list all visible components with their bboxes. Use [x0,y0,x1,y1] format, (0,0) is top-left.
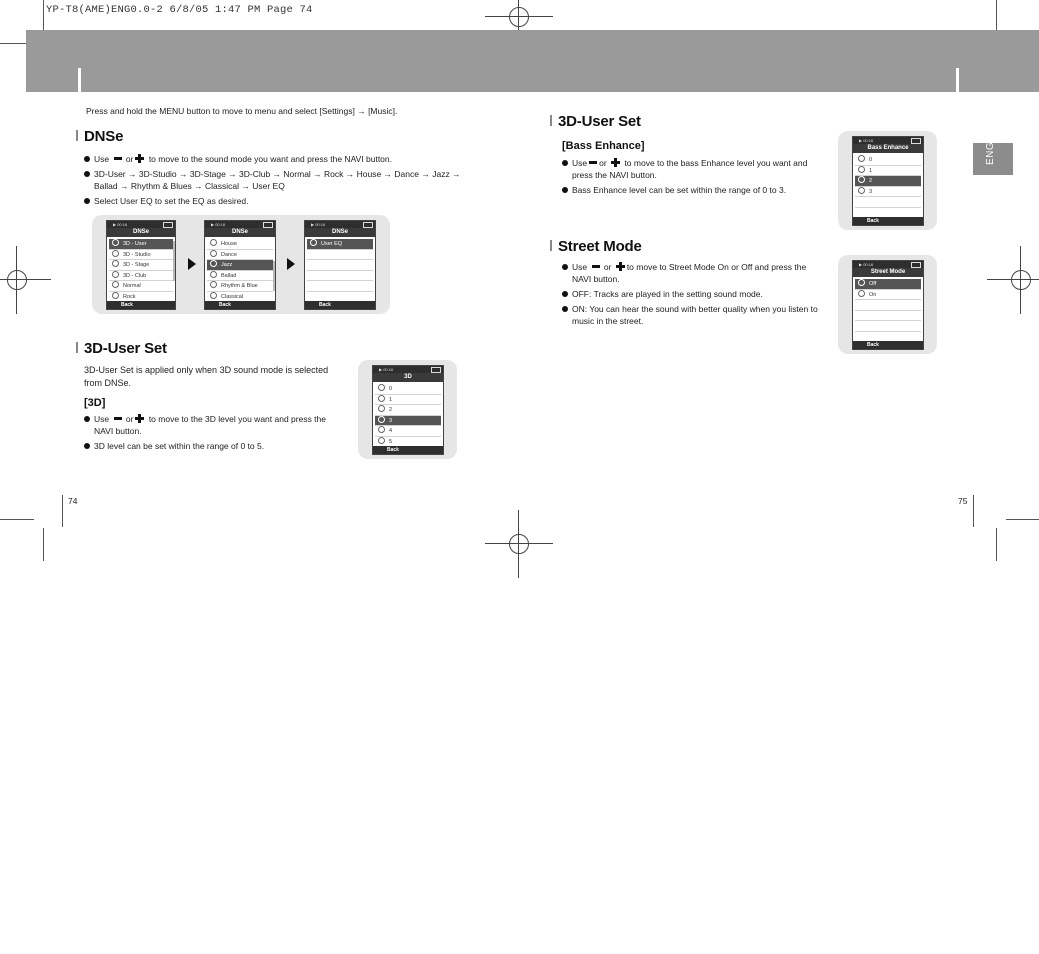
screen-row: 3 [855,187,921,198]
screen-row: Rhythm & Blue [207,281,273,292]
list-item: 3D-User → 3D-Studio → 3D-Stage → 3D-Club → Normal → Rock → House → Dance → Jazz → Ballad → Rhythm & Blues → Classical → User EQ [84,168,464,192]
back-label: Back [305,301,375,309]
subheading-bass-enhance: [Bass Enhance] [562,140,645,152]
arrow-right-icon [188,258,196,270]
screen-row: 3 [375,416,441,427]
3d-screen-panel [358,360,457,459]
screen-row: 3D - Studio [109,250,173,261]
back-label: Back [853,341,923,349]
list-item: Select User EQ to set the EQ as desired. [84,195,464,207]
device-screen-bass-enhance: ▶ 00:16 Bass Enhance 0 1 2 3 Back [852,136,924,226]
subheading-3d: [3D] [84,397,106,409]
page-number-right: 75 [958,496,968,506]
screen-row: 0 [855,155,921,166]
screen-row [307,250,373,261]
list-item: Bass Enhance level can be set within the range of 0 to 3. [562,184,818,196]
arrow-right-icon [287,258,295,270]
screen-row [307,260,373,271]
list-item: 3D level can be set within the range of 0 to 5. [84,440,346,452]
plus-button-icon [135,154,144,163]
registration-mark-icon [0,260,37,300]
dnse-screens-panel [92,215,390,314]
screen-row [307,271,373,282]
back-label: Back [107,301,175,309]
list-item: Use or to move to Street Mode On or Off and press the NAVI button. [562,261,818,285]
list-item: OFF: Tracks are played in the setting sound mode. [562,288,818,300]
device-screen-street-mode: ▶ 00:16 Street Mode Off On Back [852,260,924,350]
screen-row: 3D - User [109,239,173,250]
screen-row: 4 [375,426,441,437]
screen-row: House [207,239,273,250]
screen-title: DNSe [305,228,375,237]
section-heading-street-mode: Street Mode [550,238,642,255]
screen-row: Off [855,279,921,290]
bass-enhance-instructions [562,157,818,199]
minus-button-icon [592,265,600,268]
device-screen-dnse-3: ▶ 00:16 DNSe User EQ Back [304,220,376,310]
header-banner [26,30,1039,92]
screen-row: 5 [375,437,441,448]
screen-title: Street Mode [853,268,923,277]
language-tab [973,143,1013,175]
screen-title: DNSe [107,228,175,237]
screen-title: Bass Enhance [853,144,923,153]
screen-row [855,300,921,311]
screen-title: DNSe [205,228,275,237]
screen-row [307,281,373,292]
crop-mark [973,495,974,527]
battery-icon [263,222,273,228]
screen-row: 3D - Club [109,271,173,282]
list-item: Use or to move to the sound mode you want and press the NAVI button. [84,153,464,165]
back-label: Back [373,446,443,454]
back-label: Back [205,301,275,309]
crop-mark [0,519,34,520]
plus-button-icon [611,158,620,167]
screen-row: 1 [375,395,441,406]
crop-mark [43,0,44,30]
device-screen-dnse-2: ▶ 00:16 DNSe House Dance Jazz Ballad Rhythm & Blue Classical Back [204,220,276,310]
language-tab-label: ENG [985,141,996,165]
minus-button-icon [589,161,597,164]
minus-button-icon [114,157,122,160]
section-heading-3d-user-set: 3D-User Set [76,340,167,357]
battery-icon [363,222,373,228]
print-header: YP-T8(AME)ENG0.0-2 6/8/05 1:47 PM Page 74 [46,4,313,16]
crop-mark [1006,519,1039,520]
list-item: Use or to move to the 3D level you want and press the NAVI button. [84,413,346,437]
screen-row: Jazz [207,260,273,271]
crop-mark [996,0,997,30]
list-item: Use or to move to the bass Enhance level you want and press the NAVI button. [562,157,818,181]
street-mode-instructions [562,261,818,330]
screen-row: On [855,290,921,301]
battery-icon [911,262,921,268]
screen-row: 3D - Stage [109,260,173,271]
street-mode-screen-panel [838,255,937,354]
screen-row [855,321,921,332]
crop-mark [43,528,44,561]
plus-button-icon [616,262,625,271]
screen-row: Ballad [207,271,273,282]
registration-mark-icon [499,524,539,564]
3d-user-set-description: 3D-User Set is applied only when 3D sound mode is selected from DNSe. [84,365,329,388]
dnse-instructions [84,153,464,210]
battery-icon [911,138,921,144]
crop-mark [996,528,997,561]
screen-row: Classical [207,292,273,303]
3d-instructions [84,413,346,455]
crop-mark [62,495,63,527]
screen-row [855,197,921,208]
back-label: Back [853,217,923,225]
screen-row: 2 [855,176,921,187]
minus-button-icon [114,417,122,420]
device-screen-3d: ▶ 00:16 3D 0 1 2 3 4 5 Back [372,365,444,455]
screen-row [855,311,921,322]
battery-icon [163,222,173,228]
device-screen-dnse-1: ▶ 00:16 DNSe 3D - User 3D - Studio 3D - Stage 3D - Club Normal Rock Back [106,220,176,310]
screen-row: Normal [109,281,173,292]
section-heading-dnse: DNSe [76,128,123,145]
screen-title: 3D [373,373,443,382]
screen-row: Rock [109,292,173,303]
screen-row: Dance [207,250,273,261]
screen-row: 0 [375,384,441,395]
page-number-left: 74 [68,496,78,506]
bass-enhance-screen-panel [838,131,937,230]
screen-row: 1 [855,166,921,177]
intro-text: Press and hold the MENU button to move to menu and select [Settings] → [Music]. [86,106,398,116]
plus-button-icon [135,414,144,423]
screen-row: 2 [375,405,441,416]
screen-row: User EQ [307,239,373,250]
registration-mark-icon [1001,260,1039,300]
list-item: ON: You can hear the sound with better quality when you listen to music in the street. [562,303,818,327]
battery-icon [431,367,441,373]
section-heading-3d-user-set-right: 3D-User Set [550,113,641,130]
